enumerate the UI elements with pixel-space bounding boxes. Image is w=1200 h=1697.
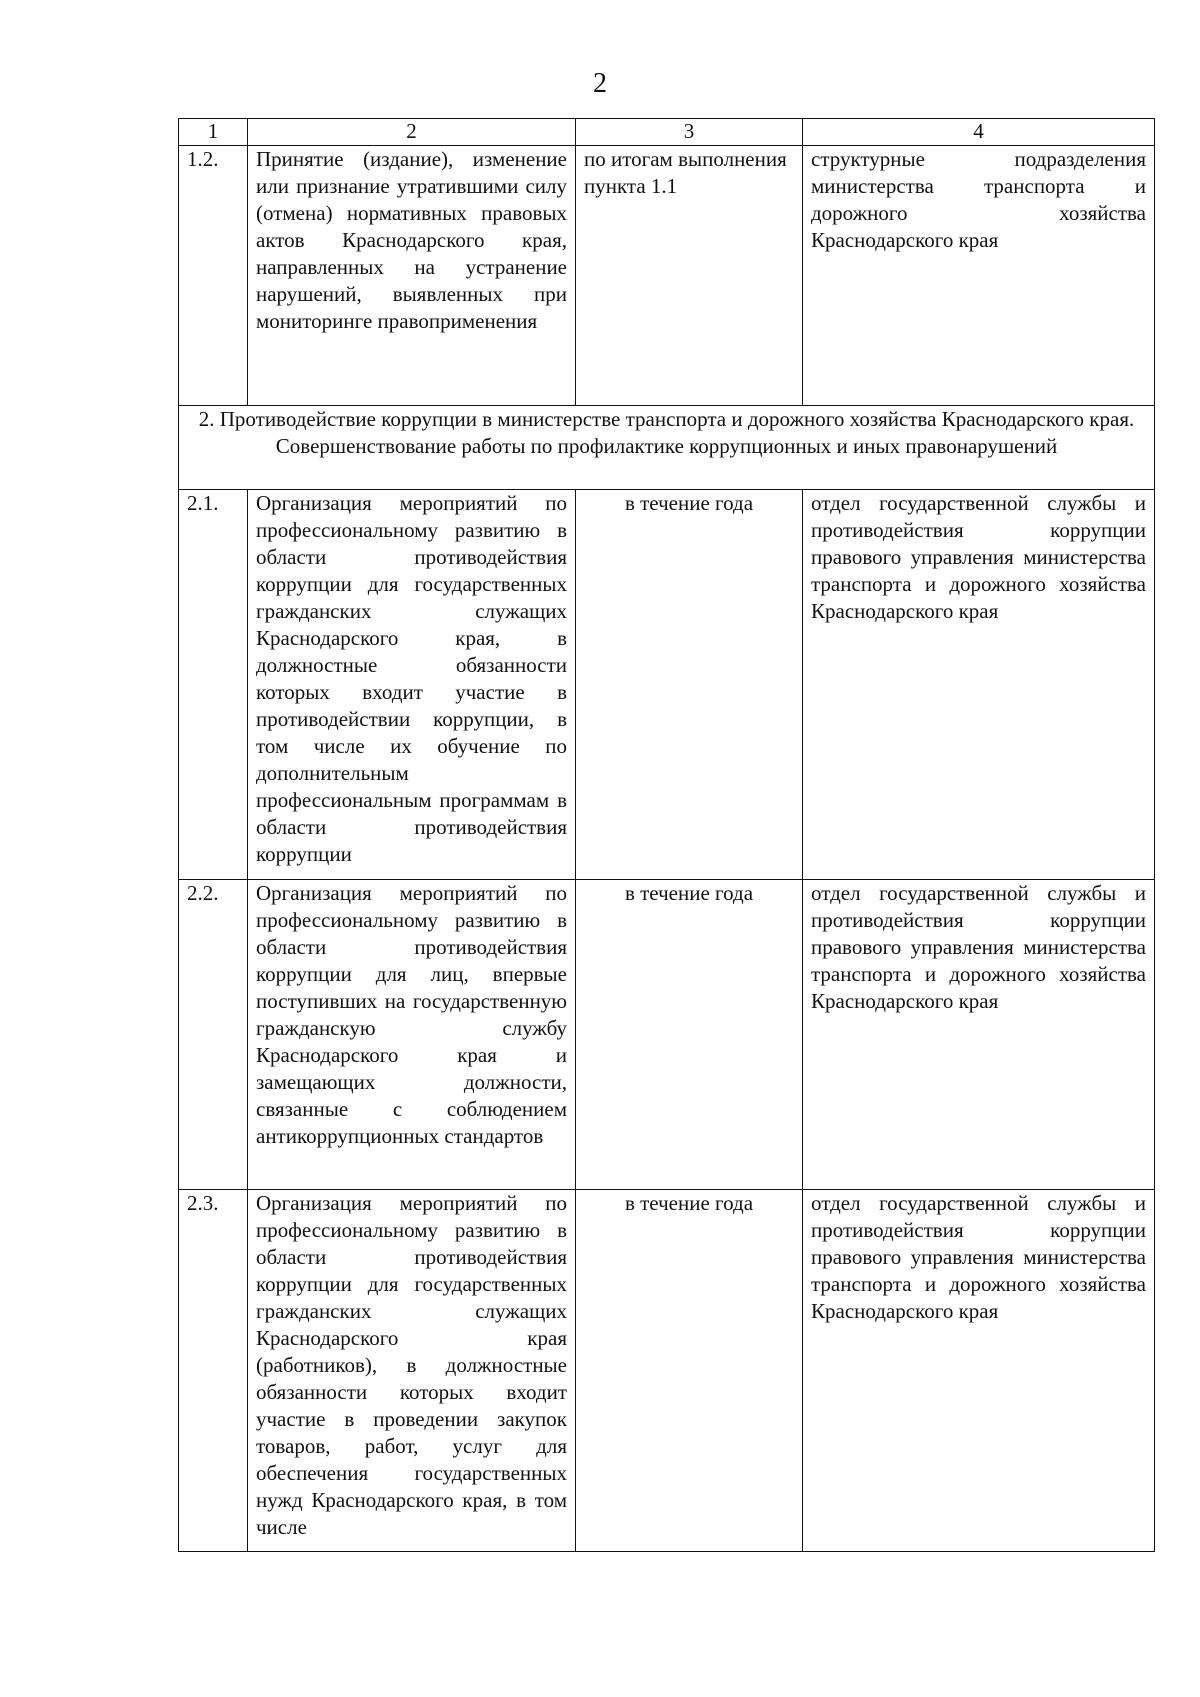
row-responsible: отдел государственной службы и противодействия коррупции правового управления министерства транспорта и дорожного хозяйства Краснодарского края [803,490,1155,880]
row-number: 2.2. [179,880,248,1190]
table-row [179,146,1155,406]
row-description: Принятие (издание), изменение или признание утратившими силу (отмена) нормативных правовых актов Краснодарского края, направленных на устранение нарушений, выявленных при мониторинге правоприменения [248,146,576,406]
section-row [179,406,1155,490]
table-row [179,1190,1155,1552]
row-term: в течение года [576,880,803,1190]
table-row [179,880,1155,1190]
column-header-4: 4 [803,119,1155,146]
row-description: Организация мероприятий по профессиональному развитию в области противодействия коррупции для государственных гражданских служащих Краснодарского края (работников), в должностные обязанности которых входит участие в проведении закупок товаров, работ, услуг для обеспечения государственных нужд Краснодарского края, в том числе [248,1190,576,1552]
row-responsible: структурные подразделения министерства транспорта и дорожного хозяйства Краснодарского края [803,146,1155,406]
row-description: Организация мероприятий по профессиональному развитию в области противодействия коррупции для лиц, впервые поступивших на государственную гражданскую службу Краснодарского края и замещающих должности, связанные с соблюдением антикоррупционных стандартов [248,880,576,1190]
plan-table [178,118,1155,1552]
page-number: 2 [593,68,607,99]
row-term: в течение года [576,490,803,880]
row-number: 2.1. [179,490,248,880]
row-responsible: отдел государственной службы и противодействия коррупции правового управления министерства транспорта и дорожного хозяйства Краснодарского края [803,1190,1155,1552]
column-header-2: 2 [248,119,576,146]
row-term: в течение года [576,1190,803,1552]
column-header-3: 3 [576,119,803,146]
row-responsible: отдел государственной службы и противодействия коррупции правового управления министерства транспорта и дорожного хозяйства Краснодарского края [803,880,1155,1190]
table-row [179,490,1155,880]
table-header-row [179,119,1155,146]
row-term: по итогам выполнения пункта 1.1 [576,146,803,406]
row-number: 1.2. [179,146,248,406]
row-description: Организация мероприятий по профессиональному развитию в области противодействия коррупции для государственных гражданских служащих Краснодарского края, в должностные обязанности которых входит участие в противодействии коррупции, в том числе их обучение по дополнительным профессиональным программам в области противодействия коррупции [248,490,576,880]
column-header-1: 1 [179,119,248,146]
section-heading: 2. Противодействие коррупции в министерстве транспорта и дорожного хозяйства Краснодарского края. Совершенствование работы по профилактике коррупционных и иных правонарушений [179,406,1155,490]
row-number: 2.3. [179,1190,248,1552]
